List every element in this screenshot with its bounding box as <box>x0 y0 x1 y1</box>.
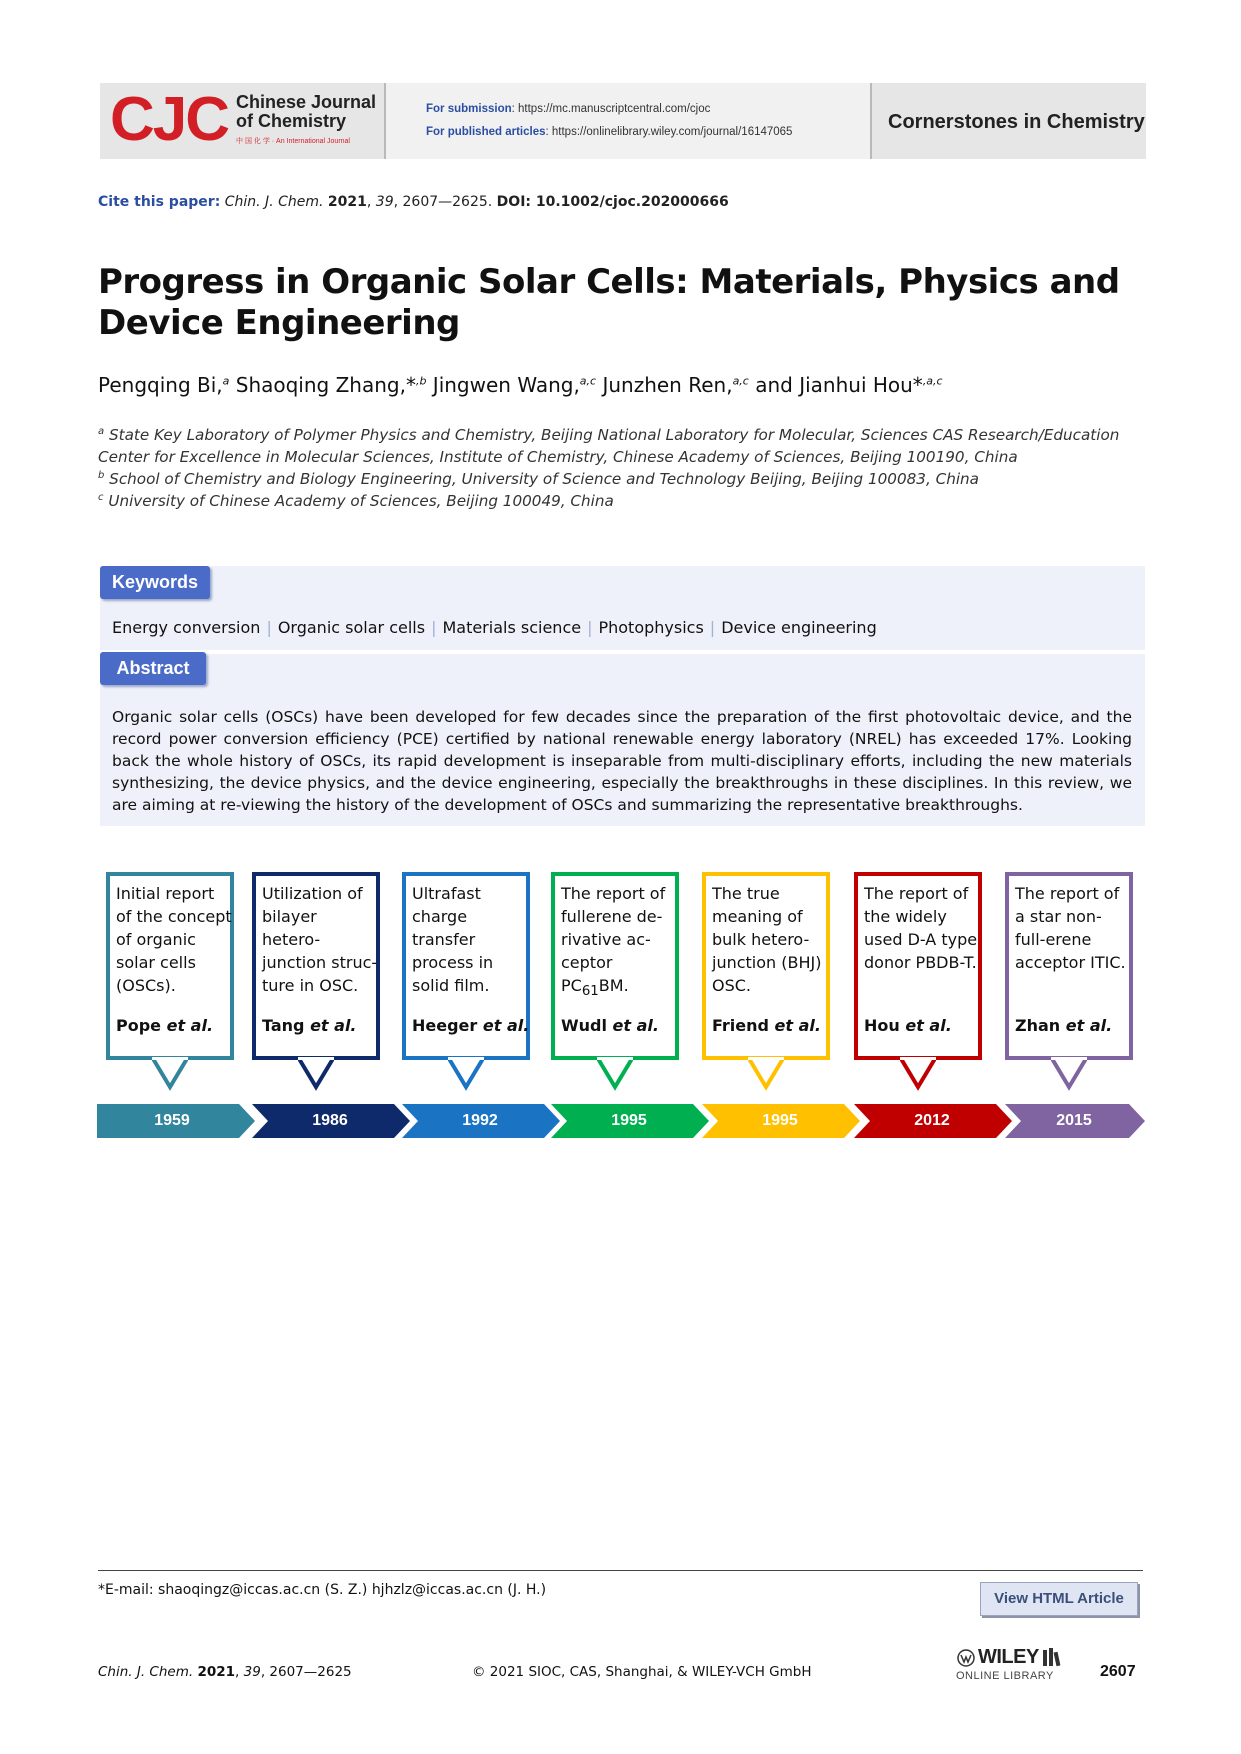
submission-info <box>386 83 870 159</box>
wiley-emblem-icon <box>956 1648 976 1668</box>
page-number: 2607 <box>1100 1663 1136 1680</box>
year-label: 1959 <box>154 1112 190 1129</box>
footer-citation: Chin. J. Chem. 2021, 39, 2607—2625 <box>98 1664 352 1680</box>
journal-subtitle: 中 国 化 学 · An International Journal <box>236 138 350 145</box>
doi[interactable]: DOI: 10.1002/cjoc.202000666 <box>496 194 729 210</box>
submission-link[interactable]: For submission: https://mc.manuscriptcentral.com/cjoc <box>426 103 711 115</box>
keyword-item: Organic solar cells <box>277 618 426 637</box>
journal-banner <box>100 83 1144 159</box>
journal-logo <box>100 83 386 159</box>
view-html-article-button[interactable]: View HTML Article <box>980 1582 1138 1616</box>
published-articles-link[interactable]: For published articles: https://onlinelibrary.wiley.com/journal/16147065 <box>426 126 793 138</box>
year-label: 2015 <box>1056 1112 1092 1129</box>
keyword-item: Materials science <box>442 618 582 637</box>
paper-title: Progress in Organic Solar Cells: Materials, Physics and Device Engineering <box>98 262 1120 343</box>
year-label: 1995 <box>762 1112 798 1129</box>
affiliation-c: $^c$ University of Chinese Academy of Sciences, Beijing 100049, China <box>98 492 614 511</box>
wiley-books-icon <box>1042 1646 1062 1668</box>
timeline-card-1992: Ultrafast charge transfer process in solid film. Heeger et al. <box>402 872 530 1060</box>
wiley-wordmark: WILEY <box>978 1646 1039 1668</box>
timeline-card-1959: Initial report of the concept of organic solar cells (OSCs). Pope et al. <box>106 872 234 1060</box>
timeline-pointer <box>900 1057 936 1091</box>
timeline-pointer <box>1051 1057 1087 1091</box>
abstract-tag: Abstract <box>100 652 206 685</box>
timeline-card-1986: Utilization of bilayer hetero-junction struc-ture in OSC. Tang et al. <box>252 872 380 1060</box>
timeline-pointer <box>152 1057 188 1091</box>
logo-cjc-text: CJC <box>110 85 229 154</box>
keywords-tag: Keywords <box>100 566 210 599</box>
keyword-item: Device engineering <box>721 618 877 637</box>
citation-line: Cite this paper: Chin. J. Chem. 2021, 39, 2607—2625. DOI: 10.1002/cjoc.202000666 <box>98 194 729 210</box>
keyword-item: Photophysics <box>598 618 704 637</box>
keywords-panel <box>100 566 1145 650</box>
keyword-separator: | <box>709 618 716 637</box>
keyword-item: Energy conversion <box>112 618 261 637</box>
corresponding-email: *E-mail: shaoqingz@iccas.ac.cn (S. Z.) hjhzlz@iccas.ac.cn (J. H.) <box>98 1582 547 1598</box>
affiliation-b: $^b$ School of Chemistry and Biology Engineering, University of Science and Technology Beijing, Beijing 100083, China <box>98 470 979 489</box>
keyword-separator: | <box>587 618 593 637</box>
timeline-card-2012: The report of the widely used D-A type donor PBDB-T. Hou et al. <box>854 872 982 1060</box>
keyword-separator: | <box>431 618 437 637</box>
timeline-card-1995-friend: The true meaning of bulk hetero-junction (BHJ) OSC. Friend et al. <box>702 872 830 1060</box>
wiley-online-library-text: ONLINE LIBRARY <box>956 1670 1054 1682</box>
year-label: 1986 <box>312 1112 348 1129</box>
author-list: Pengqing Bi,$^a$ Shaoqing Zhang,*$^{,b}$ Jingwen Wang,$^{a,c}$ Junzhen Ren,$^{a,c}$ and Jianhui Hou*$^{,a,c}$ <box>98 373 943 397</box>
journal-name: Chinese Journal of Chemistry <box>236 92 377 131</box>
section-title: Cornerstones in Chemistry <box>888 111 1145 133</box>
timeline-card-1995-wudl: The report of fullerene de-rivative ac-ceptor $PC_{61}BM$. Wudl et al. <box>551 872 679 1060</box>
keyword-separator: | <box>266 618 272 637</box>
timeline-pointer <box>748 1057 784 1091</box>
affiliation-a: $^a$ State Key Laboratory of Polymer Physics and Chemistry, Beijing National Laboratory for Molecular, Sciences CAS Research/Education Center for Excellence in Molecular Sciences, Institute of Chemistry, Chinese Academy of Sciences, Beijing 100190, China <box>98 426 1120 467</box>
year-label: 2012 <box>914 1112 950 1129</box>
timeline-pointer <box>597 1057 633 1091</box>
footer-rule <box>98 1570 1143 1571</box>
section-box <box>870 83 1146 159</box>
timeline-card-2015: The report of a star non-full-erene acceptor ITIC. Zhan et al. <box>1005 872 1133 1060</box>
year-label: 1995 <box>611 1112 647 1129</box>
year-label: 1992 <box>462 1112 498 1129</box>
timeline-pointer <box>298 1057 334 1091</box>
abstract-text: Organic solar cells (OSCs) have been developed for few decades since the preparation of the first photovoltaic device, and the record power conversion efficiency (PCE) certified by national renewable energy laboratory (NREL) has exceeded 17%. Looking back the whole history of OSCs, its rapid development is inseparable from multi-disciplinary efforts, including the new materials synthesizing, the device physics, and the device engineering, especially the breakthroughs in these disciplines. In this review, we are aiming at re-viewing the history of the development of OSCs and summarizing the representative breakthroughs. <box>112 708 1132 814</box>
timeline-pointer <box>448 1057 484 1091</box>
keyword-list <box>112 618 877 637</box>
copyright: © 2021 SIOC, CAS, Shanghai, & WILEY-VCH GmbH <box>472 1664 812 1680</box>
